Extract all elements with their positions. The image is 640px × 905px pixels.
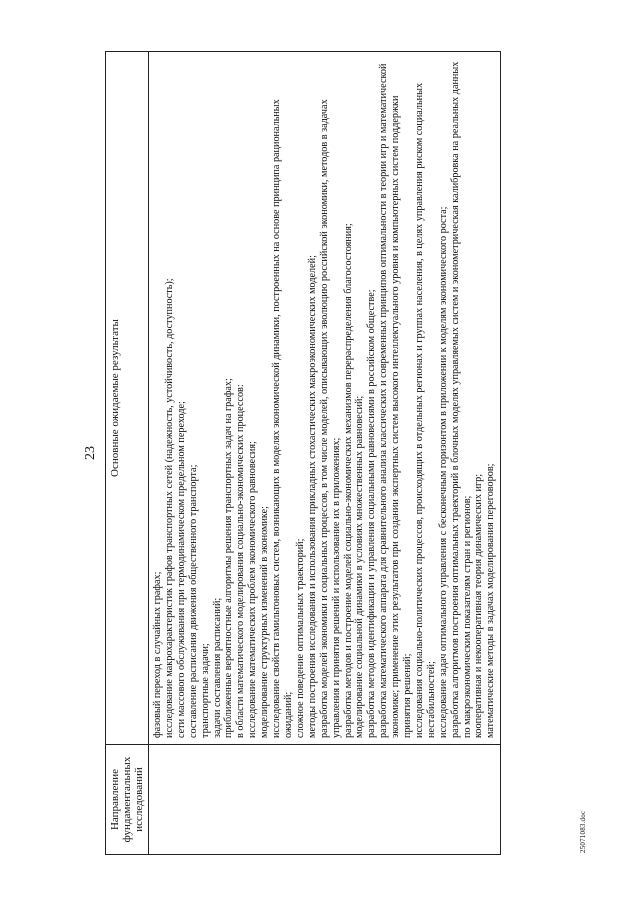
table-header-row (106, 51, 149, 854)
page-number: 23 (83, 445, 98, 460)
result-line: разработка методов идентификации и управления социальными равновесиями в российском обществе; (366, 288, 378, 738)
result-line: составление расписания движения общественного транспорта; (187, 464, 199, 738)
result-line: исследования социально-политических процессов, происходящих в отдельных регионах и группах населения, в целях управления риском социальных нестабильностей; (413, 82, 437, 738)
result-line: методы построения исследования и использования прикладных стохастических макроэкономических моделей; (306, 254, 318, 738)
header-expected-results: Основные ожидаемые результаты (106, 51, 149, 744)
direction-cell (149, 744, 501, 854)
result-line: разработка методов и построение моделей социально-экономических механизмов перераспределения благосостояния; (342, 222, 354, 738)
results-table (105, 51, 501, 855)
result-line: исследование макрохарактеристик графов транспортных сетей (надежность, устойчивость, доступность); (163, 277, 175, 738)
result-line: исследование задач оптимального управления с бесконечным горизонтом в приложении к моделям экономического роста; (437, 205, 449, 738)
header-direction: Направление фундаментальных исследований (106, 744, 149, 854)
results-cell (149, 51, 501, 744)
result-line: сложное поведение оптимальных траекторий; (294, 538, 306, 738)
result-line: задачи составления расписаний; (211, 597, 223, 738)
result-line: приближенные вероятностные алгоритмы решения транспортных задач на графах; (223, 377, 235, 738)
result-line: моделирование структурных изменений в экономике; (259, 505, 271, 738)
result-line: исследование математических проблем экономического равновесия; (247, 440, 259, 738)
result-line: кооперативная и некооперативная теория динамических игр; (473, 473, 485, 738)
result-line: сети массового обслуживания при термодинамическом предельном переходе; (175, 400, 187, 738)
table-row (149, 51, 501, 854)
result-line: разработка алгоритмов построения оптимальных траекторий в блочных моделях управляемых систем и эконометрическая калибровка на реальных данных по макроэкономическим показателям стран и регионов; (449, 61, 473, 738)
result-line: транспортные задачи; (199, 642, 211, 738)
result-line: фазовый переход в случайных графах; (152, 571, 163, 738)
result-line: разработка математического аппарата для сравнительного анализа классических и современных принципов оптимальности в теории игр и математической экономике; применение этих результатов при создании экспертных систем высокого интеллектуального уровня и компьютерных систем поддержки принятия решений; (378, 63, 414, 738)
document-filename: 25071083.doc (579, 810, 587, 853)
result-line: в области математического моделирования социально-экономических процессов: (235, 383, 247, 738)
result-line: исследование свойств гамильтоновых систем, возникающих в моделях экономической динамики, построенных на основе принципа рациональных ожиданий; (271, 98, 294, 738)
result-line: моделирование социальной динамики в условиях множественных равновесий; (354, 395, 366, 738)
rotated-content (65, 33, 587, 873)
result-line: разработка моделей экономики и социальных процессов, в том числе моделей, описывающих эволюцию российской экономики, методов в задачах управления и принятия решений и использование их в приложениях; (318, 98, 342, 738)
result-line: математические методы в задачах моделирования переговоров; (485, 463, 497, 738)
